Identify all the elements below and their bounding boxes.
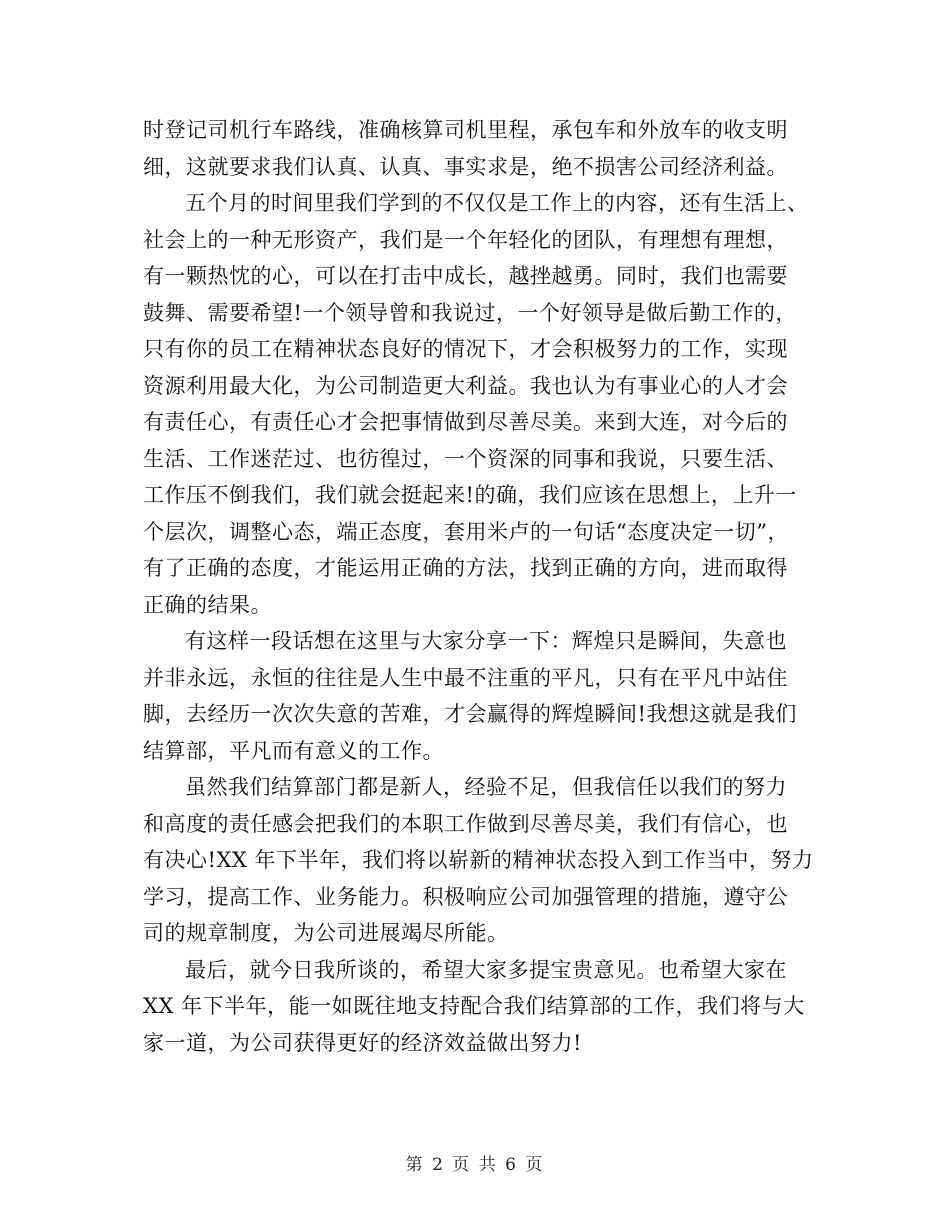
document-body: [143, 112, 815, 1061]
text-line: 时登记司机行车路线，准确核算司机里程，承包车和外放车的收支明: [143, 118, 788, 142]
text-line: 有这样一段话想在这里与大家分享一下：辉煌只是瞬间，失意也: [185, 629, 787, 653]
text-line: 生活、工作迷茫过、也彷徨过，一个资深的同事和我说，只要生活、: [143, 446, 788, 471]
text-line: 并非永远，永恒的往往是人生中最不注重的平凡，只有在平凡中站住: [143, 665, 788, 690]
text-line: 结算部，平凡而有意义的工作。: [143, 738, 444, 763]
text-line: 最后，就今日我所谈的，希望大家多提宝贵意见。也希望大家在: [185, 957, 787, 982]
text-line: 脚，去经历一次次失意的苦难，才会赢得的辉煌瞬间!我想这就是我们: [143, 702, 797, 726]
text-line: 正确的结果。: [143, 592, 272, 617]
text-line: 资源利用最大化，为公司制造更大利益。我也认为有事业心的人才会: [143, 373, 788, 398]
text-line: 工作压不倒我们，我们就会挺起来!的确，我们应该在思想上，上升一: [143, 483, 797, 507]
text-line: 家一道，为公司获得更好的经济效益做出努力!: [143, 1030, 582, 1055]
page-number-footer: 第 2 页 共 6 页: [405, 1155, 545, 1175]
text-line: 五个月的时间里我们学到的不仅仅是工作上的内容，还有生活上、: [185, 191, 809, 215]
text-line: 鼓舞、需要希望!一个领导曾和我说过，一个好领导是做后勤工作的，: [143, 300, 797, 325]
text-line: 社会上的一种无形资产，我们是一个年轻化的团队，有理想有理想，: [143, 227, 788, 252]
text-line: 学习，提高工作、业务能力。积极响应公司加强管理的措施，遵守公: [143, 884, 788, 909]
text-line: 个层次，调整心态，端正态度，套用米卢的一句话“态度决定一切”，: [143, 519, 789, 544]
text-line: 有一颗热忱的心，可以在打击中成长，越挫越勇。同时，我们也需要: [143, 264, 788, 288]
text-line: XX 年下半年，能一如既往地支持配合我们结算部的工作，我们将与大: [143, 994, 805, 1018]
text-line: 有决心!XX 年下半年，我们将以崭新的精神状态投入到工作当中，努力: [143, 848, 814, 872]
text-line: 和高度的责任感会把我们的本职工作做到尽善尽美，我们有信心，也: [143, 811, 788, 836]
text-line: 虽然我们结算部门都是新人，经验不足，但我信任以我们的努力: [185, 775, 787, 799]
text-line: 只有你的员工在精神状态良好的情况下，才会积极努力的工作，实现: [143, 337, 788, 361]
text-line: 细，这就要求我们认真、认真、事实求是，绝不损害公司经济利益。: [143, 154, 788, 179]
text-line: 司的规章制度，为公司进展竭尽所能。: [143, 921, 509, 945]
text-line: 有责任心，有责任心才会把事情做到尽善尽美。来到大连，对今后的: [143, 410, 788, 434]
text-line: 有了正确的态度，才能运用正确的方法，找到正确的方向，进而取得: [143, 556, 788, 580]
